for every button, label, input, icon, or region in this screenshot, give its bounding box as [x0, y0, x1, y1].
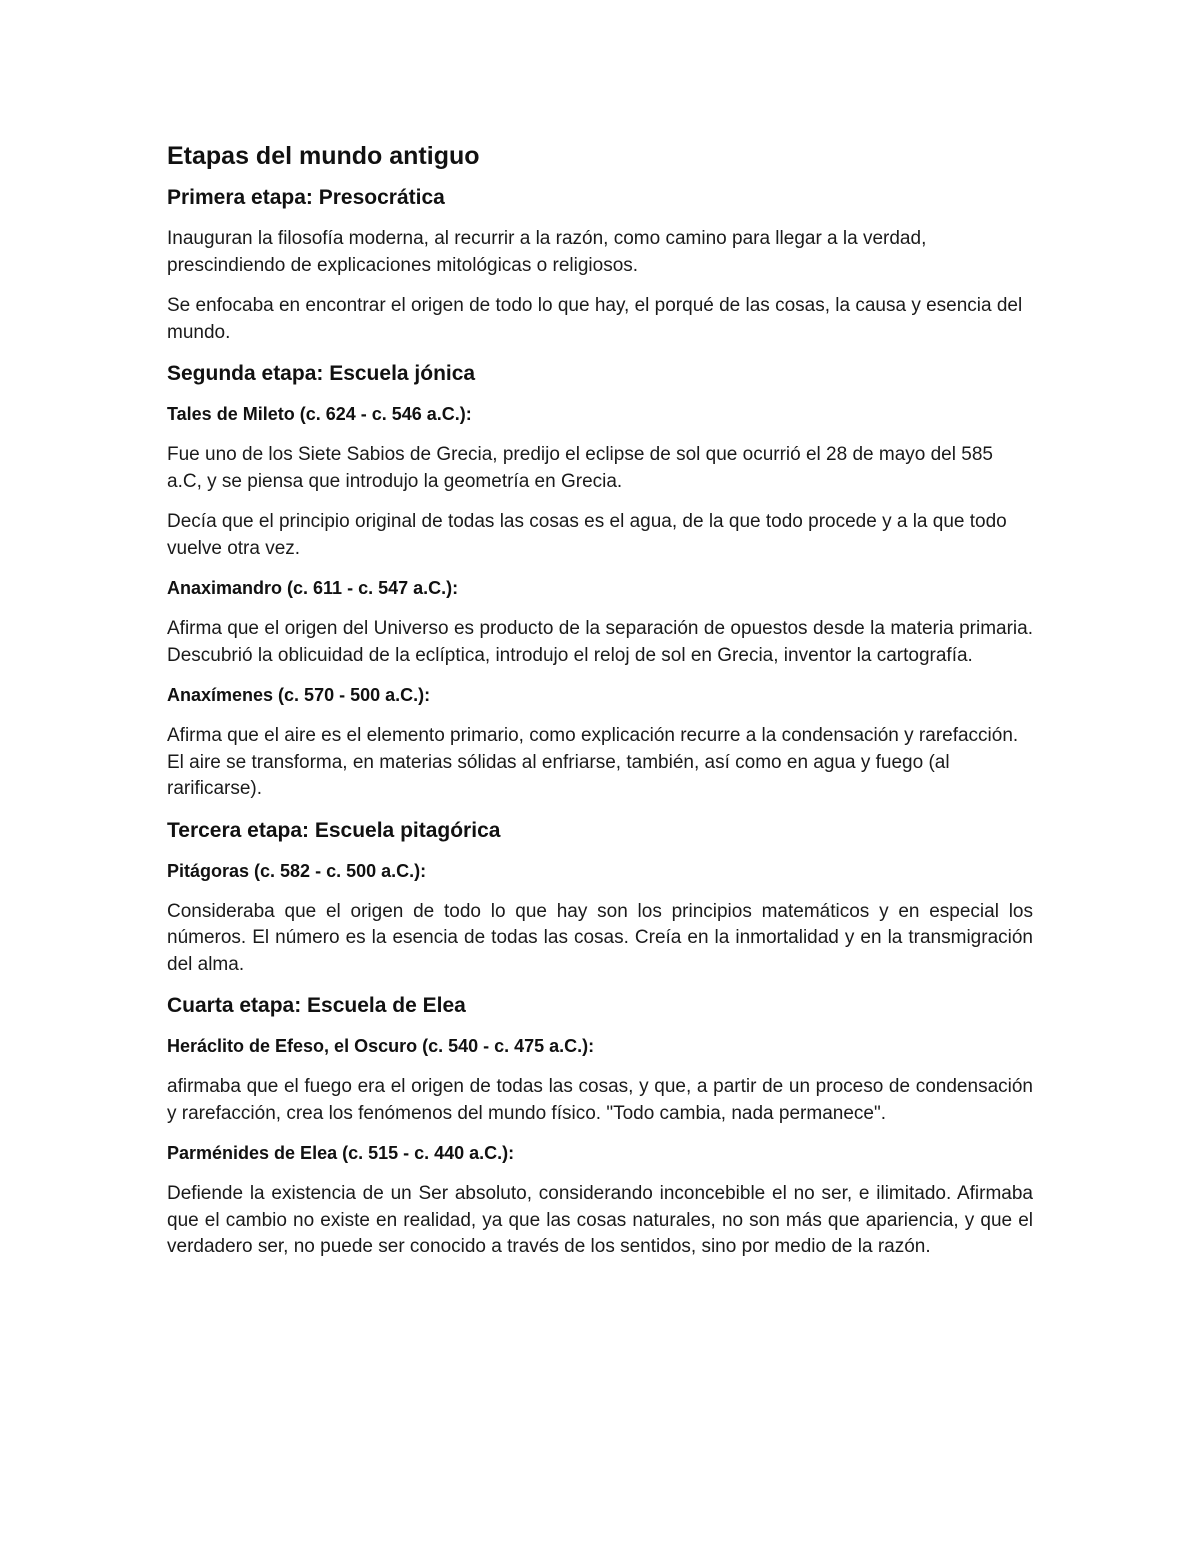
section-heading-primera-etapa: Primera etapa: Presocrática: [167, 186, 445, 209]
section-heading-cuarta-etapa: Cuarta etapa: Escuela de Elea: [167, 994, 466, 1017]
section-heading-segunda-etapa: Segunda etapa: Escuela jónica: [167, 362, 476, 385]
philosopher-heading-heraclito: Heráclito de Efeso, el Oscuro (c. 540 - c. 475 a.C.):: [167, 1036, 595, 1056]
paragraph: Decía que el principio original de todas las cosas es el agua, de la que todo procede y a la que todo vuelve otra vez.: [167, 511, 1007, 559]
document-title: Etapas del mundo antiguo: [167, 142, 480, 170]
philosopher-heading-parmenides: Parménides de Elea (c. 515 - c. 440 a.C.):: [167, 1143, 515, 1163]
paragraph: Inauguran la filosofía moderna, al recurrir a la razón, como camino para llegar a la verdad, prescindiendo de explicaciones mitológicas o religiosos.: [167, 228, 927, 276]
paragraph: Se enfocaba en encontrar el origen de todo lo que hay, el porqué de las cosas, la causa y esencia del mundo.: [167, 295, 1023, 343]
paragraph: Fue uno de los Siete Sabios de Grecia, predijo el eclipse de sol que ocurrió el 28 de mayo del 585 a.C, y se piensa que introdujo la geometría en Grecia.: [167, 444, 993, 492]
philosopher-heading-anaximenes: Anaxímenes (c. 570 - 500 a.C.):: [167, 685, 431, 705]
paragraph: Afirma que el aire es el elemento primario, como explicación recurre a la condensación y rarefacción. El aire se transforma, en materias sólidas al enfriarse, también, así como en agua y fuego (al rarificarse).: [167, 725, 1019, 799]
paragraph: afirmaba que el fuego era el origen de todas las cosas, y que, a partir de un proceso de condensación y rarefacción, crea los fenómenos del mundo físico. "Todo cambia, nada permanece".: [167, 1076, 1033, 1124]
paragraph: Consideraba que el origen de todo lo que hay son los principios matemáticos y en especial los números. El número es la esencia de todas las cosas. Creía en la inmortalidad y en la transmigración del alma.: [167, 900, 1033, 975]
philosopher-heading-tales: Tales de Mileto (c. 624 - c. 546 a.C.):: [167, 404, 472, 424]
document-body: [167, 140, 1033, 1275]
paragraph: Afirma que el origen del Universo es producto de la separación de opuestos desde la materia primaria. Descubrió la oblicuidad de la eclíptica, introdujo el reloj de sol en Grecia, inventor la cartografía.: [167, 618, 1033, 666]
philosopher-heading-pitagoras: Pitágoras (c. 582 - c. 500 a.C.):: [167, 860, 427, 881]
section-heading-tercera-etapa: Tercera etapa: Escuela pitagórica: [167, 818, 501, 842]
paragraph: Defiende la existencia de un Ser absoluto, considerando inconcebible el no ser, e ilimitado. Afirmaba que el cambio no existe en realidad, ya que las cosas naturales, no son más que apariencia, y que el verdadero ser, no puede ser conocido a través de los sentidos, sino por medio de la razón.: [167, 1183, 1033, 1257]
philosopher-heading-anaximandro: Anaximandro (c. 611 - c. 547 a.C.):: [167, 578, 459, 598]
